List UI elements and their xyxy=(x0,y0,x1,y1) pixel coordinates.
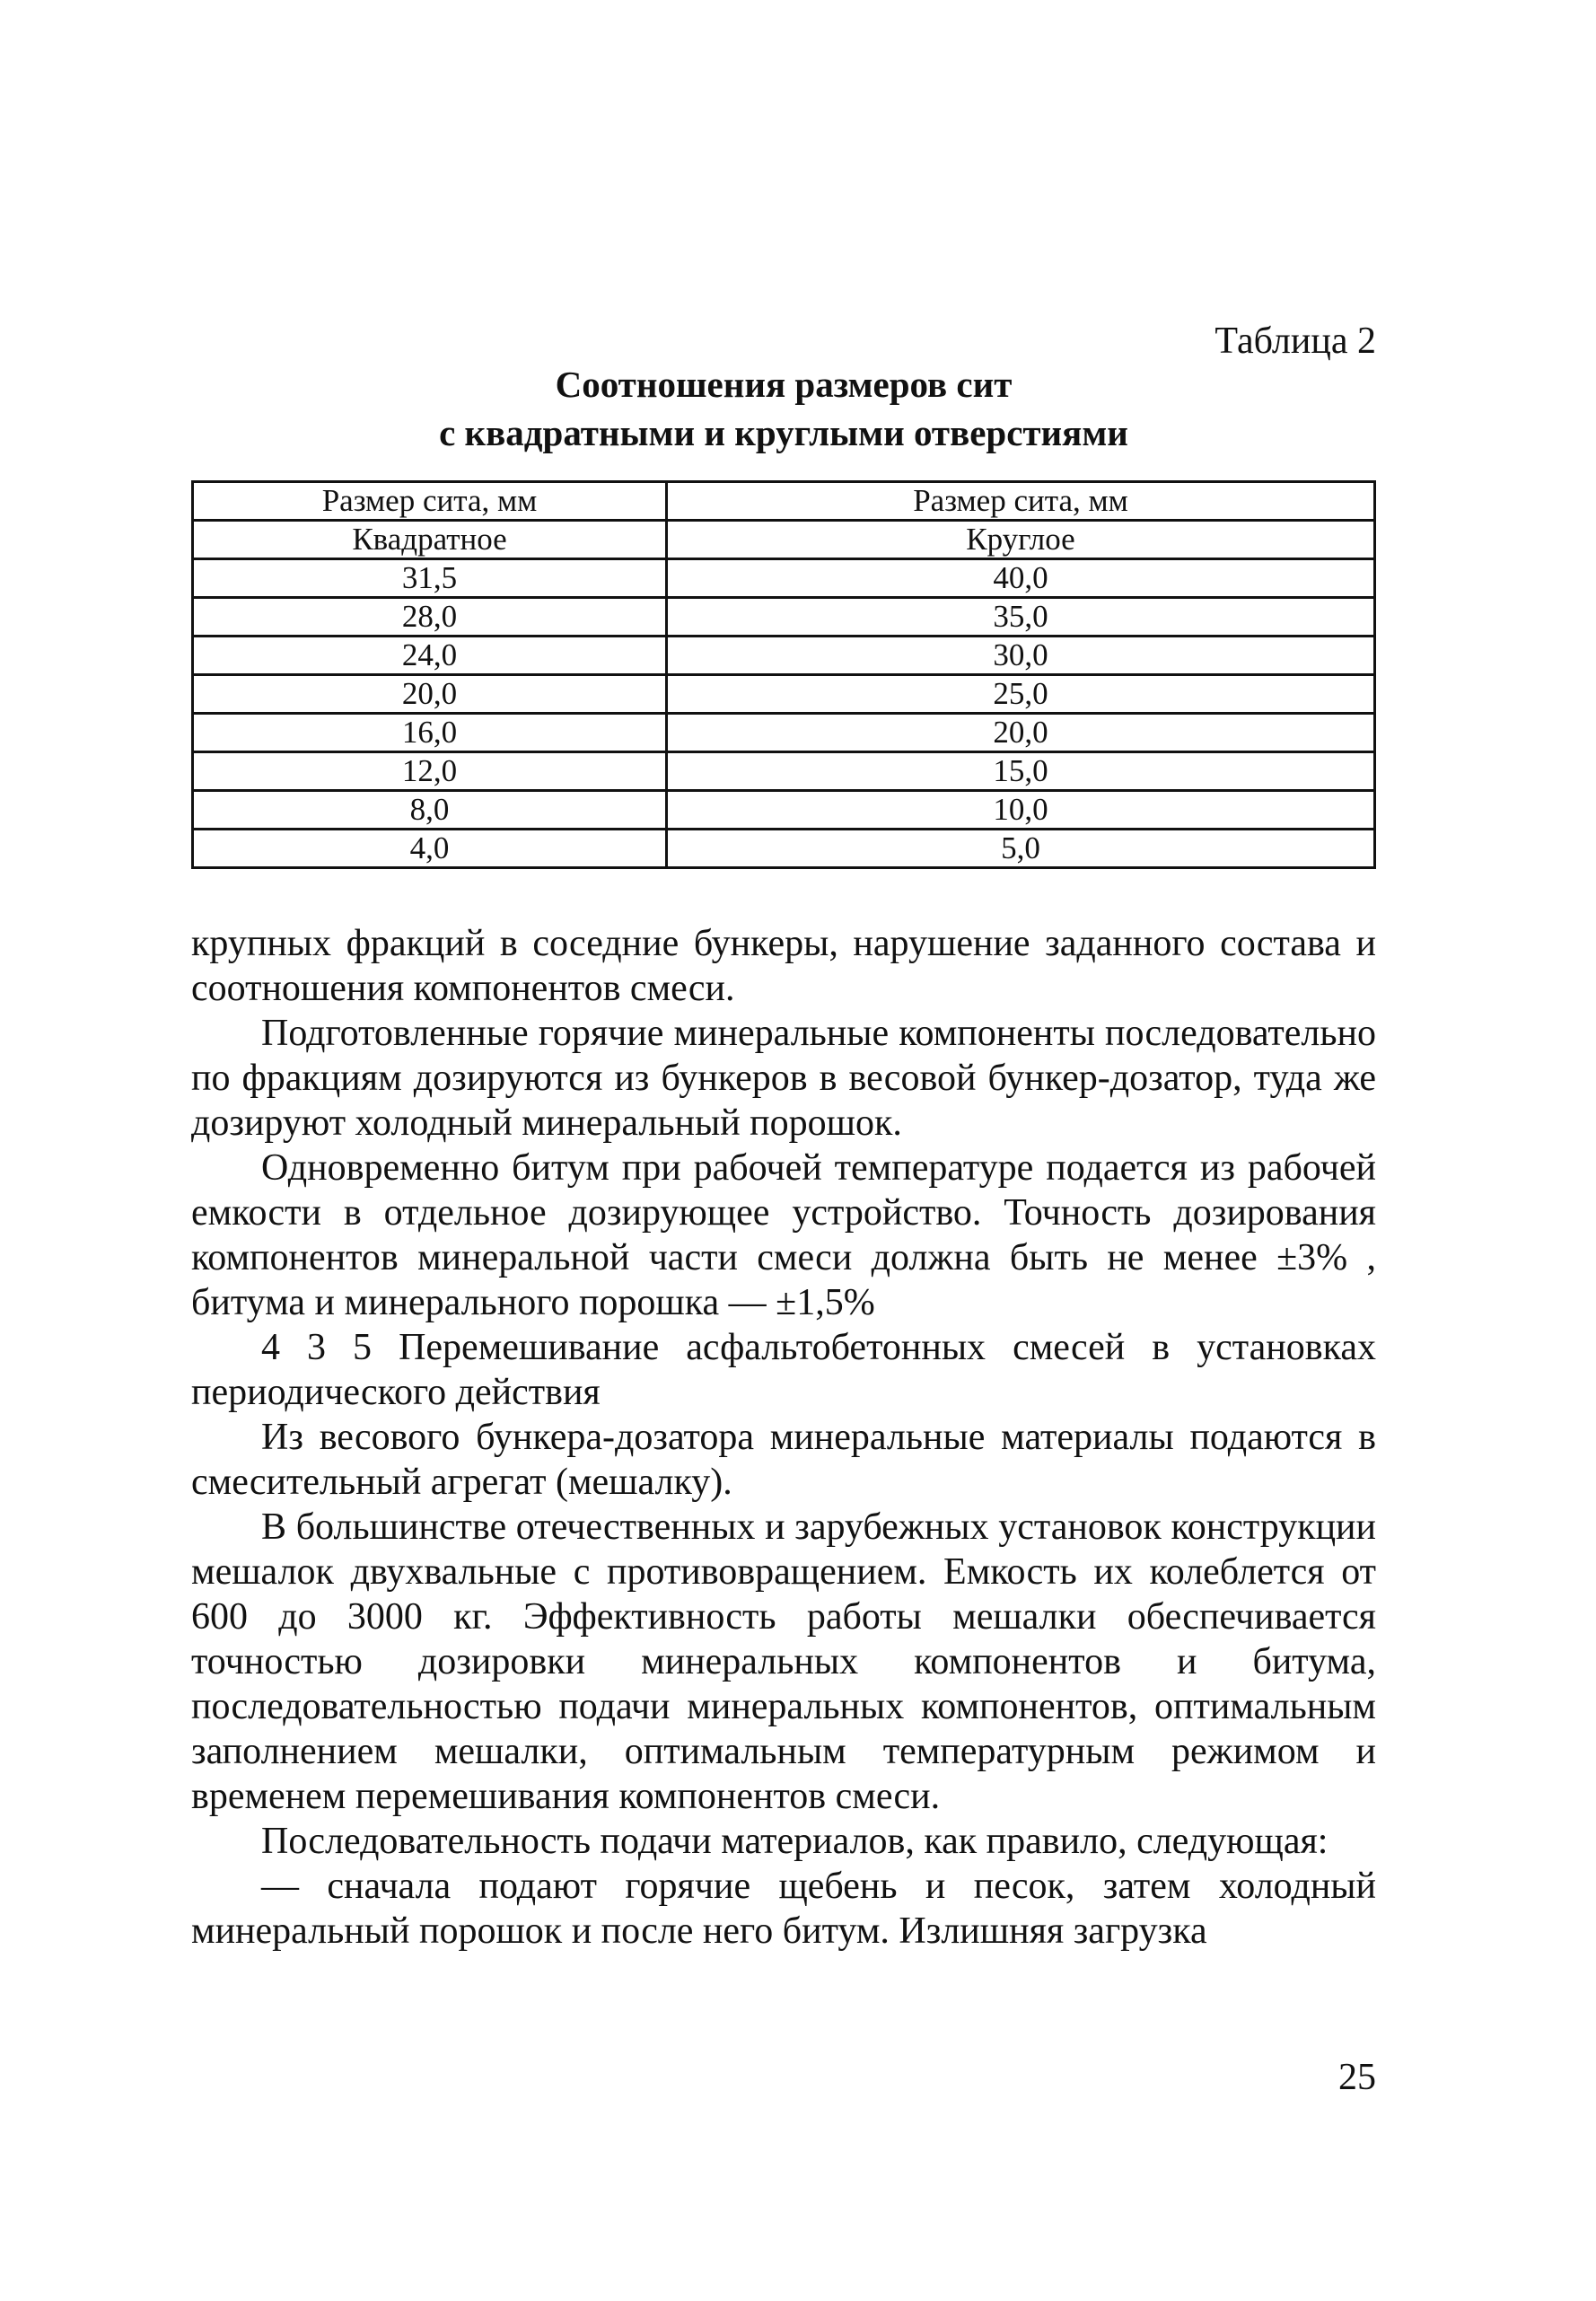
table-cell: 30,0 xyxy=(667,637,1375,675)
table-row xyxy=(193,752,1375,791)
table-number: Таблица 2 xyxy=(1215,321,1376,362)
header-cell: Размер сита, мм xyxy=(667,482,1375,521)
table-cell: 20,0 xyxy=(667,714,1375,752)
page-content xyxy=(191,319,1376,1954)
table-title-line: Соотношения размеров сит xyxy=(555,364,1013,405)
table-row xyxy=(193,791,1375,830)
table-cell: 10,0 xyxy=(667,791,1375,830)
table-cell: 20,0 xyxy=(193,675,667,714)
table-cell: 35,0 xyxy=(667,598,1375,637)
table-cell: 40,0 xyxy=(667,559,1375,598)
table-title xyxy=(191,360,1376,457)
paragraph: — сначала подают горячие щебень и песок, затем холодный минеральный порошок и после него битум. Излишняя загрузка xyxy=(191,1866,1376,1952)
paragraph: В большинстве отечественных и зарубежных установок конструкции мешалок двухвальные с противовращением. Емкость их колеблется от 600 до 3000 кг. Эффективность работы мешалки обеспечивается точностью дозировки минеральных компонентов и битума, последовательностью подачи минеральных компонентов, оптимальным заполнением мешалки, оптимальным температурным режимом и временем перемешивания компонентов смеси. xyxy=(191,1506,1376,1817)
body-text xyxy=(191,921,1376,1954)
header-cell: Размер сита, мм xyxy=(193,482,667,521)
table-cell: 25,0 xyxy=(667,675,1375,714)
table-row xyxy=(193,714,1375,752)
table-title-line: с квадратными и круглыми отверстиями xyxy=(439,412,1128,453)
table-row xyxy=(193,598,1375,637)
section-heading: 4 3 5 Перемешивание асфальтобетонных смесей в установках периодического действия xyxy=(191,1327,1376,1413)
table-cell: 15,0 xyxy=(667,752,1375,791)
subheader-cell: Квадратное xyxy=(193,521,667,559)
table-row xyxy=(193,830,1375,868)
table-cell: 24,0 xyxy=(193,637,667,675)
table-subheader-row xyxy=(193,521,1375,559)
sieve-size-table xyxy=(191,480,1376,869)
table-header-row xyxy=(193,482,1375,521)
paragraph: Подготовленные горячие минеральные компоненты последовательно по фракциям дозируются из бункеров в весовой бункер-дозатор, туда же дозируют холодный минеральный порошок. xyxy=(191,1013,1376,1144)
table-cell: 8,0 xyxy=(193,791,667,830)
paragraph: Из весового бункера-дозатора минеральные материалы подаются в смесительный агрегат (мешалку). xyxy=(191,1417,1376,1503)
page-number: 25 xyxy=(1338,2057,1376,2098)
table-cell: 12,0 xyxy=(193,752,667,791)
table-cell: 16,0 xyxy=(193,714,667,752)
table-cell: 5,0 xyxy=(667,830,1375,868)
table-row xyxy=(193,675,1375,714)
paragraph: Одновременно битум при рабочей температуре подается из рабочей емкости в отдельное дозирующее устройство. Точность дозирования компонентов минеральной части смеси должна быть не менее ±3% , битума и минерального порошка — ±1,5% xyxy=(191,1147,1376,1323)
paragraph: Последовательность подачи материалов, как правило, следующая: xyxy=(261,1821,1329,1862)
table-cell: 28,0 xyxy=(193,598,667,637)
table-row xyxy=(193,637,1375,675)
table-row xyxy=(193,559,1375,598)
paragraph: крупных фракций в соседние бункеры, нарушение заданного состава и соотношения компонентов смеси. xyxy=(191,923,1376,1009)
table-cell: 31,5 xyxy=(193,559,667,598)
table-cell: 4,0 xyxy=(193,830,667,868)
subheader-cell: Круглое xyxy=(667,521,1375,559)
